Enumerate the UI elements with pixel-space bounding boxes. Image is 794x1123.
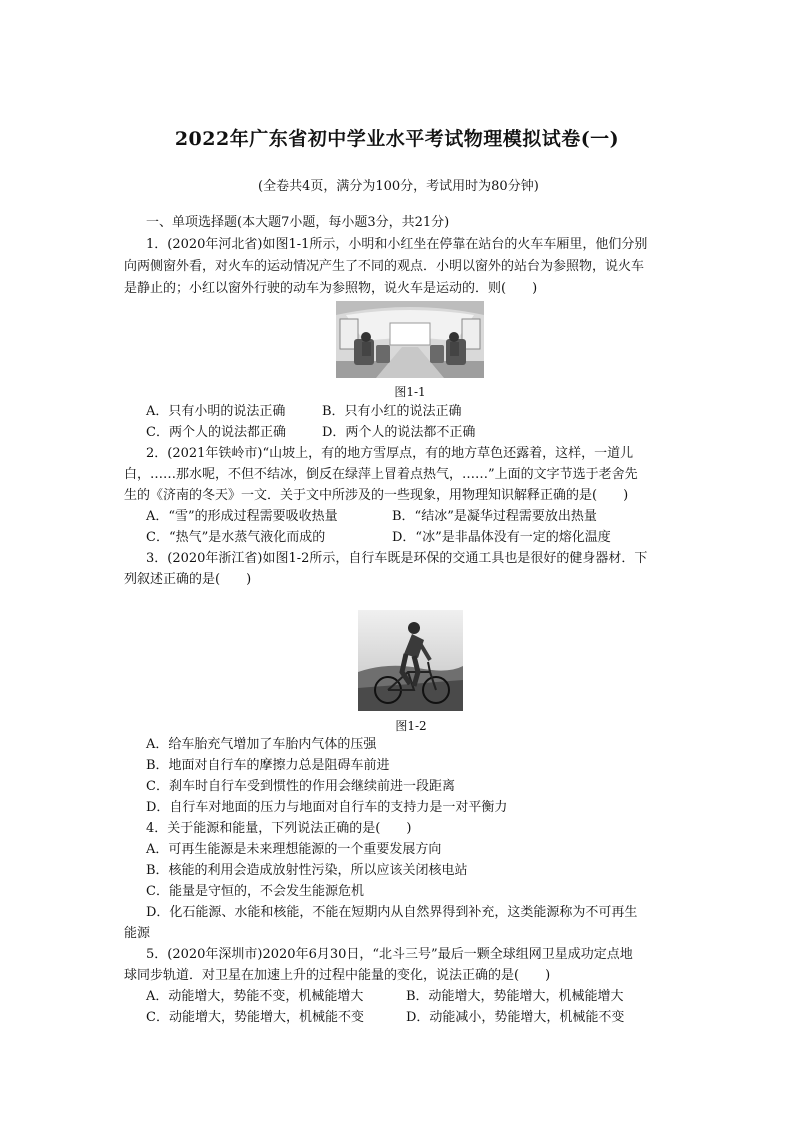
q2-option-b: B．“结冰”是凝华过程需要放出热量 <box>392 509 597 524</box>
q3-option-c: C．刹车时自行车受到惯性的作用会继续前进一段距离 <box>146 779 455 794</box>
q4-line-1: 4．关于能源和能量，下列说法正确的是( ) <box>146 821 412 836</box>
q3-line-2: 列叙述正确的是( ) <box>124 572 252 587</box>
q4-option-a: A．可再生能源是未来理想能源的一个重要发展方向 <box>146 842 442 857</box>
q1-line-1: 1．(2020年河北省)如图1-1所示，小明和小红坐在停靠在站台的火车车厢里，他们分别 <box>146 237 648 252</box>
q3-option-b: B．地面对自行车的摩擦力总是阻碍车前进 <box>146 758 390 773</box>
q3-line-1: 3．(2020年浙江省)如图1-2所示，自行车既是环保的交通工具也是很好的健身器材．下 <box>146 551 648 566</box>
q4-option-c: C．能量是守恒的，不会发生能源危机 <box>146 884 364 899</box>
q5-line-2: 球同步轨道．对卫星在加速上升的过程中能量的变化，说法正确的是( ) <box>124 968 551 983</box>
section-heading: 一、单项选择题(本大题7小题，每小题3分，共21分) <box>146 215 450 230</box>
q1-option-c: C．两个人的说法都正确 <box>146 425 286 440</box>
exam-subtitle: (全卷共4页，满分为100分，考试用时为80分钟) <box>258 179 539 194</box>
q2-line-1: 2．(2021年铁岭市)“山坡上，有的地方雪厚点，有的地方草色还露着，这样，一道儿 <box>146 446 634 461</box>
q5-option-d: D．动能减小，势能增大，机械能不变 <box>406 1010 625 1025</box>
q5-line-1: 5．(2020年深圳市)2020年6月30日，“北斗三号”最后一颗全球组网卫星成功定点地 <box>146 947 633 962</box>
figure-1-2-cyclist-image <box>358 610 463 711</box>
q4-option-b: B．核能的利用会造成放射性污染，所以应该关闭核电站 <box>146 863 468 878</box>
figure-1-2-caption: 图1-2 <box>395 719 427 733</box>
q1-option-b: B．只有小红的说法正确 <box>322 404 462 419</box>
q2-line-3: 生的《济南的冬天》一文．关于文中所涉及的一些现象，用物理知识解释正确的是( ) <box>124 488 629 503</box>
q4-option-d: D．化石能源、水能和核能，不能在短期内从自然界得到补充，这类能源称为不可再生 <box>146 905 638 920</box>
q4-option-d-continuation: 能源 <box>124 926 151 941</box>
figure-1-1-caption: 图1-1 <box>394 385 426 399</box>
q1-line-2: 向两侧窗外看，对火车的运动情况产生了不同的观点．小明以窗外的站台为参照物，说火车 <box>124 259 645 274</box>
q5-option-b: B．动能增大，势能增大，机械能增大 <box>406 989 624 1004</box>
q1-option-a: A．只有小明的说法正确 <box>146 404 286 419</box>
q5-option-c: C．动能增大，势能增大，机械能不变 <box>146 1010 364 1025</box>
figure-1-1-train-interior-image <box>336 301 484 378</box>
q2-option-a: A．“雪”的形成过程需要吸收热量 <box>146 509 338 524</box>
q2-line-2: 白，……那水呢，不但不结冰，倒反在绿萍上冒着点热气，……”上面的文字节选于老舍先 <box>124 467 638 482</box>
q2-option-d: D．“冰”是非晶体没有一定的熔化温度 <box>392 530 611 545</box>
q5-option-a: A．动能增大，势能不变，机械能增大 <box>146 989 364 1004</box>
q1-line-3: 是静止的；小红以窗外行驶的动车为参照物，说火车是运动的．则( ) <box>124 281 538 296</box>
q3-option-a: A．给车胎充气增加了车胎内气体的压强 <box>146 737 377 752</box>
exam-title: 2022年广东省初中学业水平考试物理模拟试卷(一) <box>174 128 620 150</box>
q2-option-c: C．“热气”是水蒸气液化而成的 <box>146 530 326 545</box>
q1-option-d: D．两个人的说法都不正确 <box>322 425 476 440</box>
q3-option-d: D．自行车对地面的压力与地面对自行车的支持力是一对平衡力 <box>146 800 508 815</box>
